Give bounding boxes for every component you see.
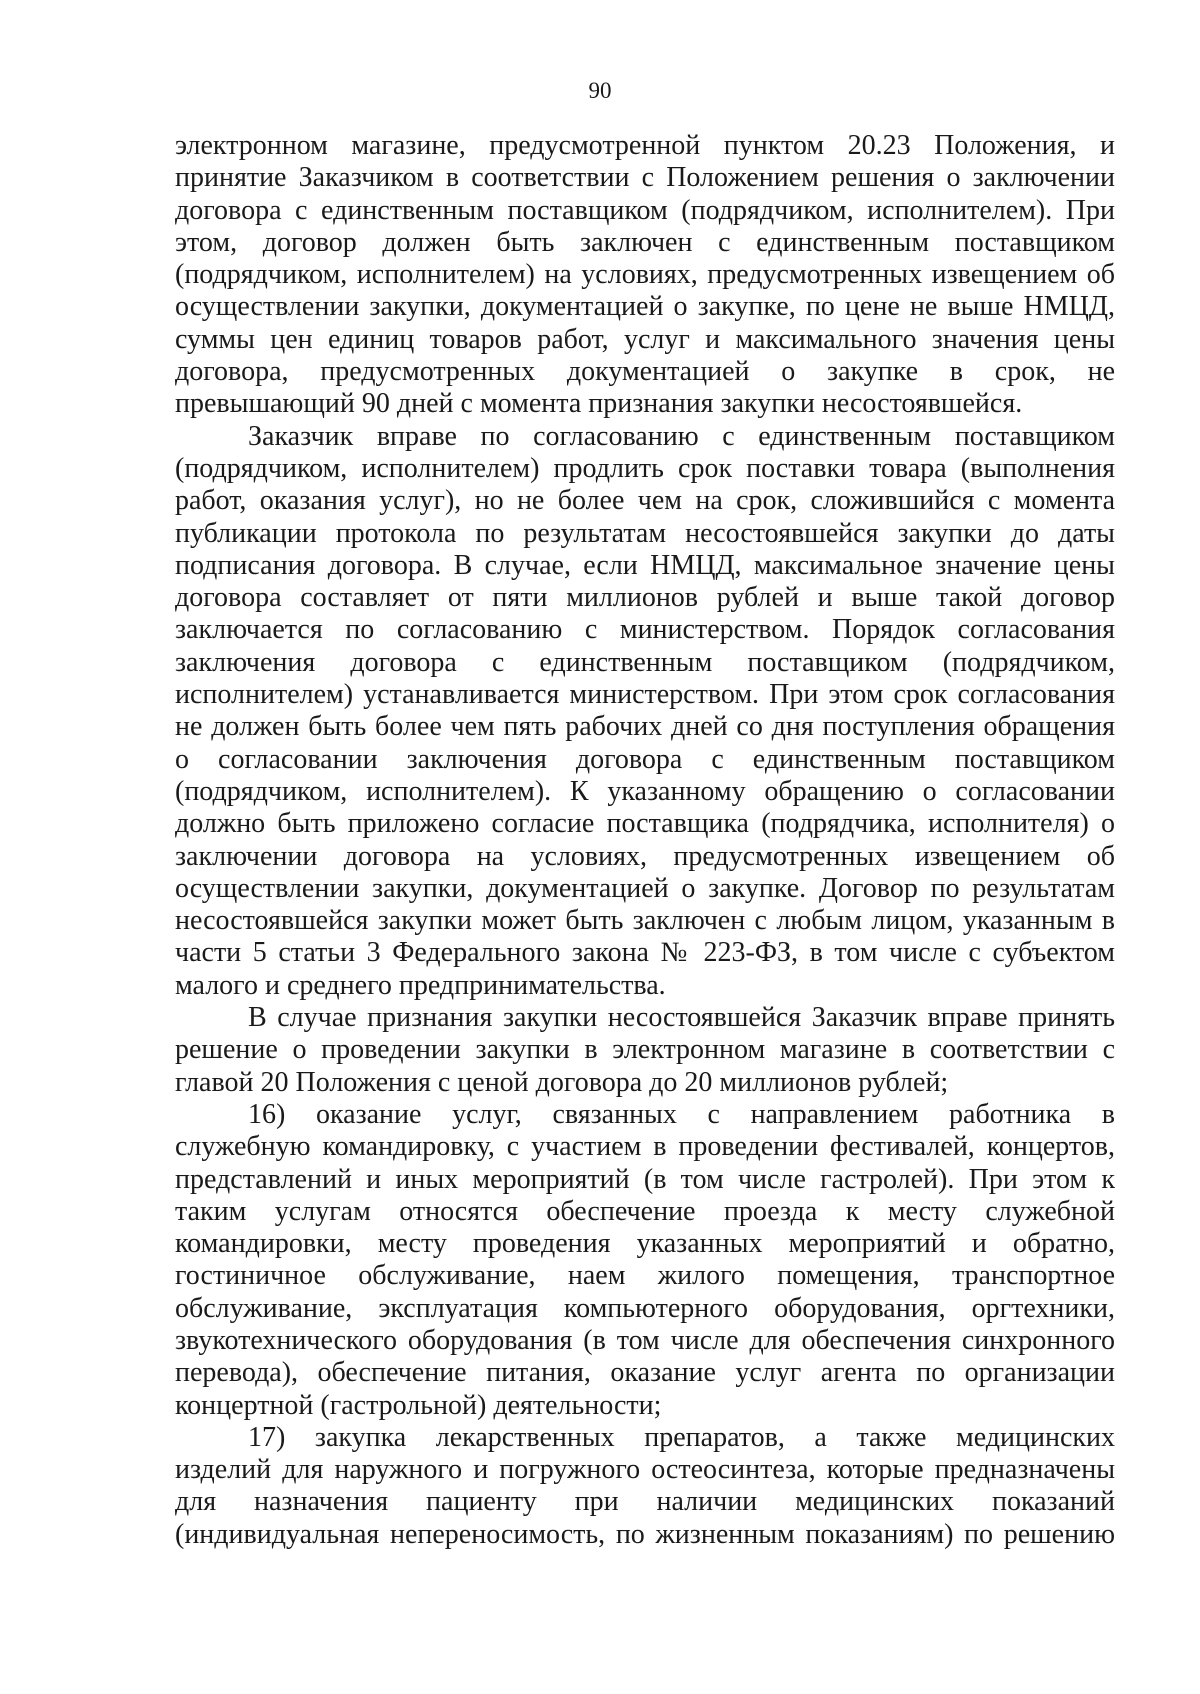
text-line: суммы цен единиц товаров работ, услуг и максимального значения цены	[175, 323, 1115, 355]
text-line: несостоявшейся закупки может быть заключен с любым лицом, указанным в	[175, 905, 1115, 937]
text-line: заключается по согласованию с министерством. Порядок согласования	[175, 614, 1115, 646]
text-line: договора составляет от пяти миллионов рублей и выше такой договор	[175, 582, 1115, 614]
text-line: публикации протокола по результатам несостоявшейся закупки до даты	[175, 517, 1115, 549]
text-line: малого и среднего предпринимательства.	[175, 969, 666, 1001]
text-line: о согласовании заключения договора с единственным поставщиком	[175, 743, 1115, 775]
text-line: служебную командировку, с участием в проведении фестивалей, концертов,	[175, 1131, 1115, 1163]
text-line: командировки, месту проведения указанных мероприятий и обратно,	[175, 1228, 1115, 1260]
text-line: представлений и иных мероприятий (в том числе гастролей). При этом к	[175, 1163, 1115, 1195]
text-line: для назначения пациенту при наличии медицинских показаний	[175, 1486, 1115, 1518]
text-line: изделий для наружного и погружного остеосинтеза, которые предназначены	[175, 1454, 1115, 1486]
text-line: осуществлении закупки, документацией о закупке. Договор по результатам	[175, 872, 1115, 904]
text-line: концертной (гастрольной) деятельности;	[175, 1389, 662, 1421]
text-line: договора с единственным поставщиком (подрядчиком, исполнителем). При	[175, 194, 1115, 226]
text-line: принятие Заказчиком в соответствии с Положением решения о заключении	[175, 162, 1115, 194]
text-line: (подрядчиком, исполнителем) продлить срок поставки товара (выполнения	[175, 452, 1115, 484]
text-line: этом, договор должен быть заключен с единственным поставщиком	[175, 226, 1115, 258]
text-line: электронном магазине, предусмотренной пунктом 20.23 Положения, и	[175, 130, 1115, 161]
text-line: (подрядчиком, исполнителем) на условиях, предусмотренных извещением об	[175, 259, 1115, 291]
text-line: работ, оказания услуг), но не более чем на срок, сложившийся с момента	[175, 485, 1115, 517]
text-line: перевода), обеспечение питания, оказание услуг агента по организации	[175, 1357, 1115, 1389]
text-line: 17) закупка лекарственных препаратов, а также медицинских	[248, 1421, 1115, 1453]
text-line: (подрядчиком, исполнителем). К указанному обращению о согласовании	[175, 775, 1115, 807]
text-line: не должен быть более чем пять рабочих дней со дня поступления обращения	[175, 711, 1115, 743]
text-line: обслуживание, эксплуатация компьютерного оборудования, оргтехники,	[175, 1292, 1115, 1324]
text-line: В случае признания закупки несостоявшейся Заказчик вправе принять	[248, 1002, 1115, 1034]
text-line: исполнителем) устанавливается министерством. При этом срок согласования	[175, 679, 1115, 711]
document-body	[175, 130, 1115, 1551]
text-line: главой 20 Положения с ценой договора до 20 миллионов рублей;	[175, 1066, 949, 1098]
text-line: должно быть приложено согласие поставщика (подрядчика, исполнителя) о	[175, 808, 1115, 840]
text-line: Заказчик вправе по согласованию с единственным поставщиком	[248, 420, 1115, 452]
text-line: осуществлении закупки, документацией о закупке, по цене не выше НМЦД,	[175, 291, 1115, 323]
text-line: (индивидуальная непереносимость, по жизненным показаниям) по решению	[175, 1518, 1115, 1550]
text-line: заключении договора на условиях, предусмотренных извещением об	[175, 840, 1115, 872]
text-line: таким услугам относятся обеспечение проезда к месту служебной	[175, 1195, 1115, 1227]
text-line: гостиничное обслуживание, наем жилого помещения, транспортное	[175, 1260, 1115, 1292]
page-number: 90	[588, 78, 612, 103]
text-line: части 5 статьи 3 Федерального закона № 223-ФЗ, в том числе с субъектом	[175, 937, 1115, 969]
text-line: звукотехнического оборудования (в том числе для обеспечения синхронного	[175, 1324, 1115, 1356]
text-line: заключения договора с единственным поставщиком (подрядчиком,	[175, 646, 1115, 678]
text-line: решение о проведении закупки в электронном магазине в соответствии с	[175, 1034, 1115, 1066]
text-line: договора, предусмотренных документацией о закупке в срок, не	[175, 356, 1115, 388]
text-line: 16) оказание услуг, связанных с направлением работника в	[248, 1098, 1115, 1130]
text-line: подписания договора. В случае, если НМЦД, максимальное значение цены	[175, 549, 1115, 581]
text-line: превышающий 90 дней с момента признания закупки несостоявшейся.	[175, 388, 1023, 420]
